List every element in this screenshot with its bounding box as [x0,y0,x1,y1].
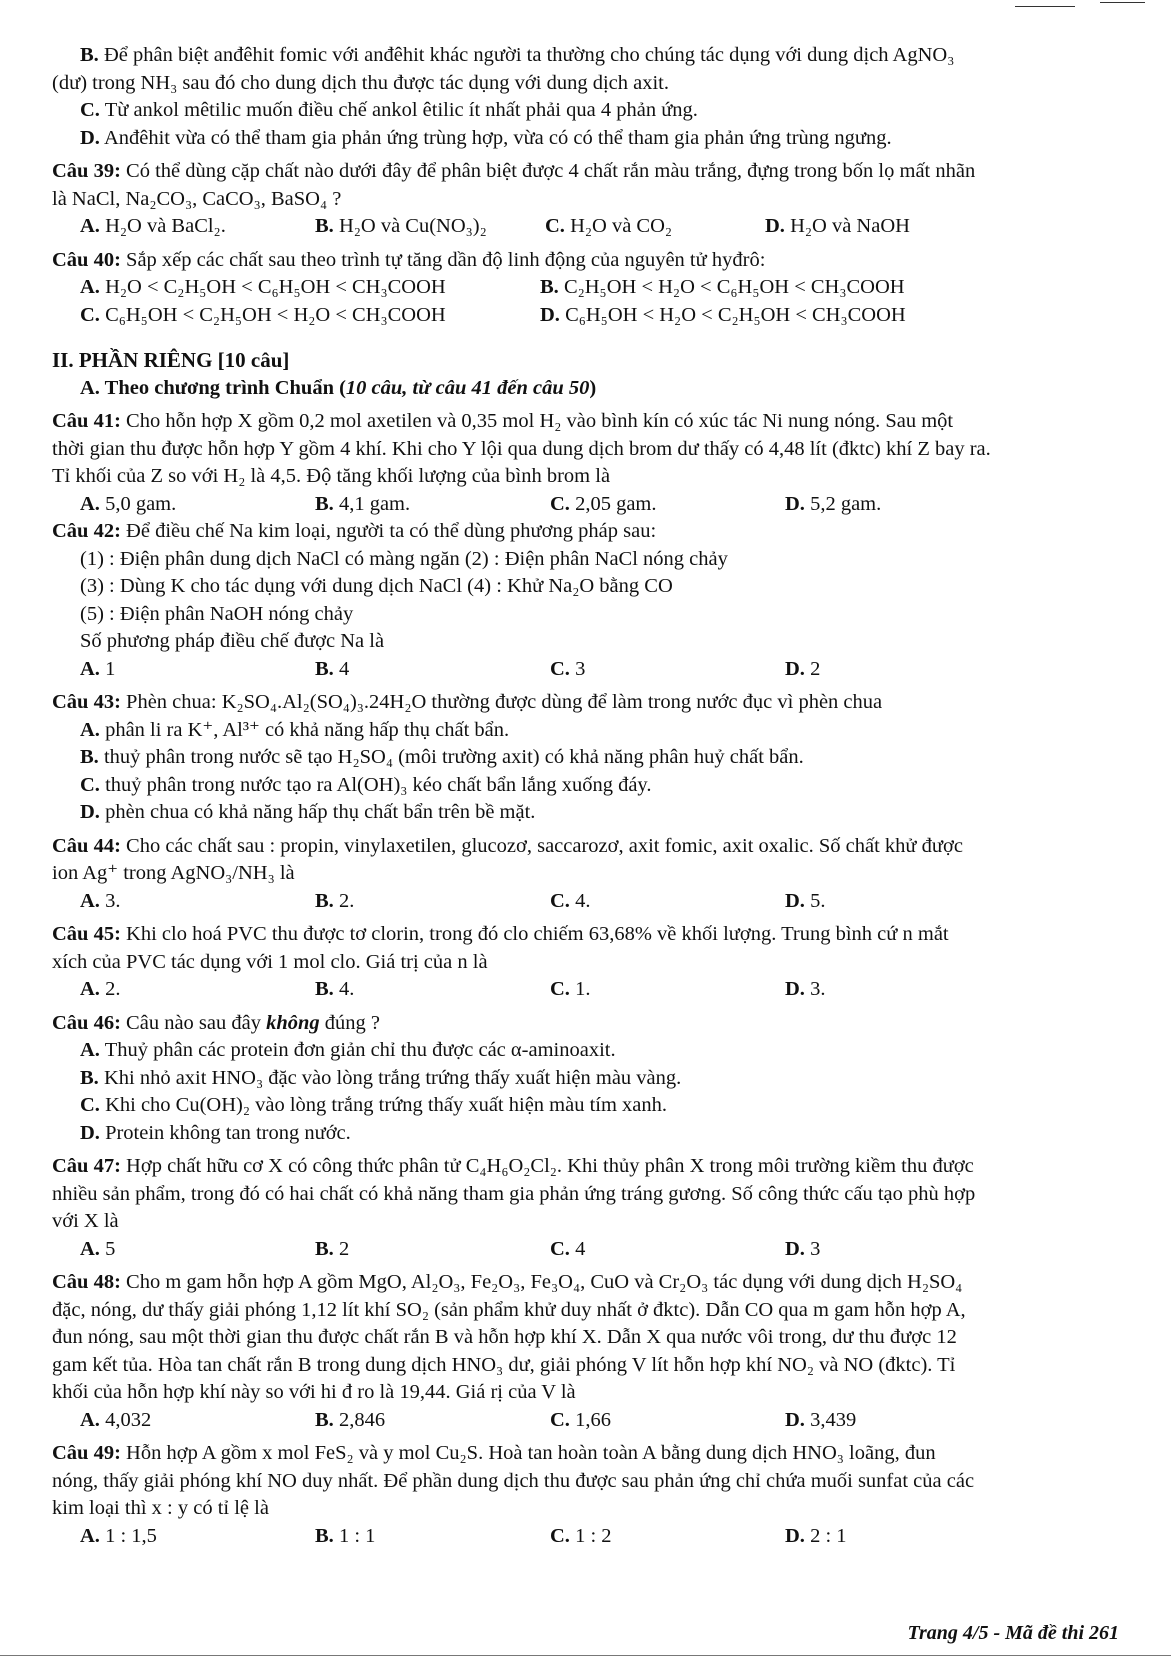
question-stem: Câu 43: Phèn chua: K₂SO₄.Al₂(SO₄)₃.24H₂O thường được dùng để làm trong nước đục vì phèn chua [52,691,883,713]
option-b[interactable]: B. 4 [315,657,350,680]
option-a[interactable]: A. 4,032 [80,1408,152,1431]
option-d[interactable]: D. 5,2 gam. [785,492,882,515]
top-rule-2 [1100,2,1145,3]
method-line-2: (3) : Dùng K cho tác dụng với dung dịch NaCl (4) : Khử Na₂O bằng CO [80,575,673,597]
answer-options-row-1 [52,274,1137,302]
question-stem: Câu 49: Hỗn hợp A gồm x mol FeS₂ và y mol Cu₂S. Hoà tan hoàn toàn A bằng dung dịch HNO₃ loãng, đun [52,1442,936,1464]
question-stem-cont: ion Ag⁺ trong AgNO₃/NH₃ là [52,862,295,884]
question-stem-cont: đun nóng, sau một thời gian thu được chất rắn B và hỗn hợp khí X. Dẫn X qua nước vôi trong, dư thu được 12 [52,1326,957,1348]
option-c[interactable]: C. H₂O và CO₂ [545,215,673,237]
question-stem: Câu 48: Cho m gam hỗn hợp A gồm MgO, Al₂O₃, Fe₂O₃, Fe₃O₄, CuO và Cr₂O₃ tác dụng với dung dịch H₂SO₄ [52,1271,963,1293]
option-a[interactable]: A. 1 [80,657,116,680]
question-48 [52,1269,1137,1434]
option-d[interactable]: D. phèn chua có khả năng hấp thụ chất bẩn trên bề mặt. [80,801,536,823]
question-stem-cont: kim loại thì x : y có tỉ lệ là [52,1497,269,1519]
option-b[interactable]: B. 4,1 gam. [315,492,411,515]
option-a[interactable]: A. 5 [80,1237,116,1260]
question-41 [52,408,1137,518]
question-45 [52,921,1137,1004]
page-content [52,42,1137,1550]
continued-option-b-cont: (dư) trong NH₃ sau đó cho dung dịch thu được tác dụng với dung dịch axit. [52,71,669,94]
option-b[interactable]: B. C₂H₅OH < H₂O < C₆H₅OH < CH₃COOH [540,276,905,298]
answer-options [52,656,1137,684]
question-stem: Câu 40: Sắp xếp các chất sau theo trình tự tăng dần độ linh động của nguyên tử hyđrô: [52,248,766,271]
option-c[interactable]: C. 3 [550,657,586,680]
option-b[interactable]: B. 4. [315,978,355,1000]
continued-options [52,42,1137,152]
bottom-rule [0,1655,1171,1656]
answer-options-row-2 [52,302,1137,330]
question-39 [52,158,1137,241]
option-c[interactable]: C. 4. [550,889,591,912]
question-stem: Câu 46: Câu nào sau đây không đúng ? [52,1011,381,1034]
page-footer: Trang 4/5 - Mã đề thi 261 [907,1622,1119,1644]
method-line-1: (1) : Điện phân dung dịch NaCl có màng ngăn (2) : Điện phân NaCl nóng chảy [80,547,728,570]
option-b[interactable]: B. 2. [315,889,355,912]
option-b[interactable]: B. Khi nhỏ axit HNO₃ đặc vào lòng trắng trứng thấy xuất hiện màu vàng. [80,1066,682,1089]
option-b[interactable]: B. thuỷ phân trong nước sẽ tạo H₂SO₄ (môi trường axit) có khả năng phân huỷ chất bẩn. [80,746,804,768]
question-stem-cont: với X là [52,1210,119,1232]
option-a[interactable]: A. 1 : 1,5 [80,1524,157,1547]
option-c[interactable]: C. thuỷ phân trong nước tạo ra Al(OH)₃ kéo chất bẩn lắng xuống đáy. [80,773,652,796]
continued-option-b: B. Để phân biệt anđêhit fomic với anđêhit khác người ta thường cho chúng tác dụng với dung dịch AgNO₃ [80,44,955,66]
option-c[interactable]: C. 4 [550,1237,586,1260]
answer-options [52,1407,1137,1435]
question-stem: Câu 39: Có thể dùng cặp chất nào dưới đây để phân biệt được 4 chất rắn màu trắng, đựng trong bốn lọ mất nhãn [52,160,976,182]
question-49 [52,1440,1137,1550]
method-question: Số phương pháp điều chế được Na là [80,630,385,652]
option-d[interactable]: D. 3. [785,978,826,1000]
option-b[interactable]: B. 2,846 [315,1408,386,1431]
option-c[interactable]: C. Khi cho Cu(OH)₂ vào lòng trắng trứng thấy xuất hiện màu tím xanh. [80,1094,668,1116]
question-stem-cont: xích của PVC tác dụng với 1 mol clo. Giá trị của n là [52,950,488,973]
answer-options [52,1523,1137,1551]
answer-options [52,213,1137,241]
option-d[interactable]: D. 3 [785,1237,821,1260]
answer-options [52,491,1137,519]
question-44 [52,833,1137,916]
answer-options [52,976,1137,1004]
option-b[interactable]: B. 1 : 1 [315,1524,376,1547]
question-stem: Câu 42: Để điều chế Na kim loại, người ta có thể dùng phương pháp sau: [52,520,657,542]
question-stem-cont: nóng, thấy giải phóng khí NO duy nhất. Để phần dung dịch thu được sau phản ứng chỉ chứa muối sunfat của các [52,1469,975,1492]
option-c[interactable]: C. 1,66 [550,1408,611,1431]
option-c[interactable]: C. C₆H₅OH < C₂H₅OH < H₂O < CH₃COOH [80,303,446,326]
question-43 [52,689,1137,827]
section-subtitle: A. Theo chương trình Chuẩn (10 câu, từ câu 41 đến câu 50) [80,376,597,399]
option-a[interactable]: A. 5,0 gam. [80,492,177,515]
option-a[interactable]: A. phân li ra K⁺, Al³⁺ có khả năng hấp thụ chất bẩn. [80,718,510,741]
option-c[interactable]: C. 2,05 gam. [550,492,657,515]
question-stem-cont: khối của hỗn hợp khí này so với hi đ ro là 19,44. Giá rị của V là [52,1381,576,1403]
question-stem-cont: gam kết tủa. Hòa tan chất rắn B trong dung dịch HNO₃ dư, giải phóng V lít hỗn hợp khí NO₂ và NO (đktc). Tỉ [52,1353,956,1376]
question-stem-cont: là NaCl, Na₂CO₃, CaCO₃, BaSO₄ ? [52,187,342,210]
question-stem-cont: thời gian thu được hỗn hợp Y gồm 4 khí. Khi cho Y lội qua dung dịch brom dư thấy có 4,48 lít (đktc) khí Z bay ra. [52,437,991,460]
question-42 [52,518,1137,683]
option-c[interactable]: C. 1 : 2 [550,1524,612,1547]
question-stem: Câu 44: Cho các chất sau : propin, vinylaxetilen, glucozơ, saccarozơ, axit fomic, axit oxalic. Số chất khử được [52,834,963,857]
section-title: II. PHẦN RIÊNG [10 câu] [52,348,290,372]
question-stem-cont: đặc, nóng, dư thấy giải phóng 1,12 lít khí SO₂ (sản phẩm khử duy nhất ở đktc). Dẫn CO qua m gam hỗn hợp A, [52,1298,966,1321]
option-a[interactable]: A. Thuỷ phân các protein đơn giản chỉ thu được các α-aminoaxit. [80,1039,616,1061]
option-d[interactable]: D. 5. [785,889,826,912]
option-c[interactable]: C. 1. [550,978,591,1000]
question-stem-cont: nhiều sản phẩm, trong đó có hai chất có khả năng tham gia phản ứng tráng gương. Số công thức cấu tạo phù hợp [52,1182,976,1205]
question-stem-cont: Tỉ khối của Z so với H₂ là 4,5. Độ tăng khối lượng của bình brom là [52,465,611,487]
option-a[interactable]: A. H₂O và BaCl₂. [80,215,226,237]
option-a[interactable]: A. H₂O < C₂H₅OH < C₆H₅OH < CH₃COOH [80,276,446,298]
continued-option-d: D. Anđêhit vừa có thể tham gia phản ứng trùng hợp, vừa có có thể tham gia phản ứng trùng ngưng. [80,126,892,149]
continued-option-c: C. Từ ankol mêtilic muốn điều chế ankol êtilic ít nhất phải qua 4 phản ứng. [80,99,698,121]
option-b[interactable]: B. H₂O và Cu(NO₃)₂ [315,215,487,237]
option-d[interactable]: D. 2 : 1 [785,1524,847,1547]
option-d[interactable]: D. Protein không tan trong nước. [80,1121,351,1144]
question-stem: Câu 41: Cho hỗn hợp X gồm 0,2 mol axetilen và 0,35 mol H₂ vào bình kín có xúc tác Ni nung nóng. Sau một [52,410,954,432]
question-40 [52,247,1137,330]
option-d[interactable]: D. C₆H₅OH < H₂O < C₂H₅OH < CH₃COOH [540,303,906,326]
top-rule [1015,6,1075,7]
question-stem: Câu 45: Khi clo hoá PVC thu được tơ clorin, trong đó clo chiếm 63,68% về khối lượng. Trung bình cứ n mắt [52,923,949,945]
answer-options [52,1236,1137,1264]
option-a[interactable]: A. 2. [80,978,121,1000]
answer-options [52,888,1137,916]
option-d[interactable]: D. 3,439 [785,1408,857,1431]
option-a[interactable]: A. 3. [80,889,121,912]
question-46 [52,1010,1137,1148]
option-d[interactable]: D. 2 [785,657,821,680]
question-47 [52,1153,1137,1263]
section-header [52,347,1137,402]
question-stem: Câu 47: Hợp chất hữu cơ X có công thức phân tử C₄H₆O₂Cl₂. Khi thủy phân X trong môi trường kiềm thu được [52,1155,974,1177]
method-line-3: (5) : Điện phân NaOH nóng chảy [80,602,354,625]
option-b[interactable]: B. 2 [315,1237,350,1260]
option-d[interactable]: D. H₂O và NaOH [765,215,910,237]
